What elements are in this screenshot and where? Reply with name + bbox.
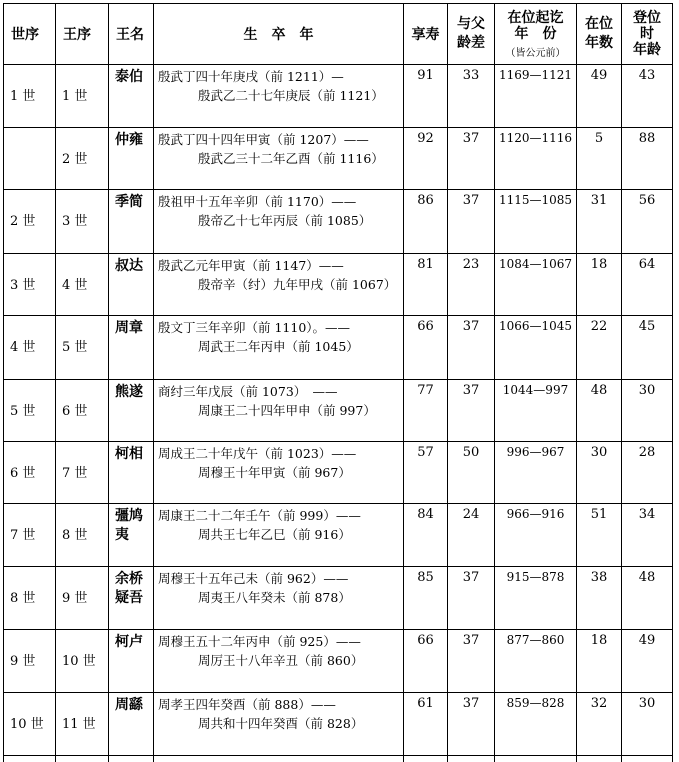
death-text: 周武王二年丙申（前 1045） <box>158 337 403 356</box>
cell-nianshu: 18 <box>577 630 622 693</box>
cell-shouyu: 85 <box>404 567 448 630</box>
table-row <box>4 630 673 693</box>
cell-wangxu: 10 世 <box>56 630 109 693</box>
header-yufu-line1: 与父 <box>448 15 494 34</box>
cell-wangxu: 2 世 <box>56 128 109 190</box>
death-text: 殷帝乙十七年丙辰（前 1085） <box>158 211 403 230</box>
death-text: 殷武乙三十二年乙酉（前 1116） <box>158 149 403 168</box>
cell-shengzu <box>154 504 404 567</box>
cell-shixu: 7 世 <box>4 504 56 567</box>
birth-text: 周康王二十二年壬午（前 999）—— <box>158 506 403 525</box>
cell-nianshu: 48 <box>577 380 622 442</box>
cell-nianshu: 49 <box>577 65 622 128</box>
cell-zaiwei: 1115—1085 <box>495 190 577 254</box>
header-yufu-line2: 龄差 <box>448 34 494 53</box>
table-row <box>4 567 673 630</box>
table-row <box>4 316 673 380</box>
cell-shouyu: 92 <box>404 128 448 190</box>
header-zaiwei-note: （皆公元前） <box>495 44 576 59</box>
cell-shouyu: 66 <box>404 316 448 380</box>
cell-shengzu <box>154 380 404 442</box>
birth-text: 殷武丁四十年庚戌（前 1211）— <box>158 67 403 86</box>
death-text: 周夷王八年癸未（前 878） <box>158 588 403 607</box>
header-shengzu: 生 卒 年 <box>154 4 404 65</box>
cell-empty <box>495 756 577 762</box>
birth-text: 殷武乙元年甲寅（前 1147）—— <box>158 256 403 275</box>
cell-zaiwei: 1169—1121 <box>495 65 577 128</box>
cell-wangxu: 1 世 <box>56 65 109 128</box>
death-text: 殷帝辛（纣）九年甲戌（前 1067） <box>158 275 403 294</box>
cell-wangming: 余桥疑吾 <box>109 567 154 630</box>
cell-dengwei: 45 <box>622 316 673 380</box>
cell-zaiwei: 1084—1067 <box>495 254 577 316</box>
cell-dengwei: 64 <box>622 254 673 316</box>
cell-shixu <box>4 128 56 190</box>
cell-empty <box>577 756 622 762</box>
cell-shengzu <box>154 567 404 630</box>
header-nianshu-line2: 年数 <box>577 34 621 53</box>
birth-text: 殷文丁三年辛卯（前 1110）。—— <box>158 318 403 337</box>
header-zaiwei-line1: 在位起讫 <box>495 10 576 26</box>
death-text: 殷武乙二十七年庚辰（前 1121） <box>158 86 403 105</box>
header-yufu <box>448 4 495 65</box>
cell-yufu: 37 <box>448 128 495 190</box>
cell-wangxu: 6 世 <box>56 380 109 442</box>
cell-shengzu <box>154 630 404 693</box>
cell-zaiwei: 877—860 <box>495 630 577 693</box>
birth-text: 周成王二十年戊午（前 1023）—— <box>158 444 403 463</box>
cell-nianshu: 38 <box>577 567 622 630</box>
cell-empty <box>56 756 109 762</box>
cell-shouyu: 91 <box>404 65 448 128</box>
cell-shixu: 8 世 <box>4 567 56 630</box>
cell-wangming: 泰伯 <box>109 65 154 128</box>
cell-dengwei: 30 <box>622 693 673 756</box>
cell-dengwei: 28 <box>622 442 673 504</box>
cell-zaiwei: 1120—1116 <box>495 128 577 190</box>
cell-zaiwei: 966—916 <box>495 504 577 567</box>
cell-shouyu: 57 <box>404 442 448 504</box>
cell-yufu: 23 <box>448 254 495 316</box>
cell-yufu: 37 <box>448 316 495 380</box>
cell-shengzu <box>154 316 404 380</box>
cell-shouyu: 66 <box>404 630 448 693</box>
genealogy-table <box>3 3 673 762</box>
cell-wangming: 周章 <box>109 316 154 380</box>
table-row <box>4 693 673 756</box>
cell-wangxu: 3 世 <box>56 190 109 254</box>
cell-shouyu: 77 <box>404 380 448 442</box>
birth-text: 周穆王十五年己未（前 962）—— <box>158 569 403 588</box>
cell-yufu: 37 <box>448 380 495 442</box>
cell-wangming: 周繇 <box>109 693 154 756</box>
cell-shixu: 3 世 <box>4 254 56 316</box>
cell-nianshu: 22 <box>577 316 622 380</box>
cell-shixu: 2 世 <box>4 190 56 254</box>
cell-shixu: 9 世 <box>4 630 56 693</box>
cell-dengwei: 88 <box>622 128 673 190</box>
cell-shouyu: 81 <box>404 254 448 316</box>
cell-shengzu <box>154 254 404 316</box>
header-zaiwei-line2: 年 份 <box>495 26 576 42</box>
cell-empty <box>4 756 56 762</box>
cell-shixu: 4 世 <box>4 316 56 380</box>
header-zaiwei <box>495 4 577 65</box>
death-text: 周共和十四年癸酉（前 828） <box>158 714 403 733</box>
cell-empty <box>109 756 154 762</box>
table-body <box>4 65 673 762</box>
cell-yufu: 37 <box>448 630 495 693</box>
cell-wangxu: 4 世 <box>56 254 109 316</box>
cell-nianshu: 5 <box>577 128 622 190</box>
cell-zaiwei: 915—878 <box>495 567 577 630</box>
table-row <box>4 442 673 504</box>
cell-shixu: 1 世 <box>4 65 56 128</box>
cell-shouyu: 84 <box>404 504 448 567</box>
death-text: 周共王七年乙巳（前 916） <box>158 525 403 544</box>
header-shixu: 世序 <box>4 4 56 65</box>
cell-wangming: 柯相 <box>109 442 154 504</box>
cell-yufu: 37 <box>448 567 495 630</box>
cell-wangming: 熊遂 <box>109 380 154 442</box>
cell-nianshu: 32 <box>577 693 622 756</box>
cell-wangming: 仲雍 <box>109 128 154 190</box>
cell-dengwei: 30 <box>622 380 673 442</box>
cell-wangxu: 7 世 <box>56 442 109 504</box>
cell-zaiwei: 996—967 <box>495 442 577 504</box>
cell-empty <box>448 756 495 762</box>
header-dengwei-line1: 登位 <box>622 10 672 26</box>
cell-nianshu: 51 <box>577 504 622 567</box>
cell-yufu: 37 <box>448 190 495 254</box>
header-shouyu: 享寿 <box>404 4 448 65</box>
header-dengwei-line3: 年龄 <box>622 42 672 58</box>
cell-shengzu <box>154 65 404 128</box>
header-row <box>4 4 673 65</box>
cell-wangxu: 9 世 <box>56 567 109 630</box>
header-wangming: 王名 <box>109 4 154 65</box>
table-row <box>4 380 673 442</box>
cell-wangxu: 8 世 <box>56 504 109 567</box>
table-row <box>4 65 673 128</box>
cell-wangming: 柯卢 <box>109 630 154 693</box>
table-row <box>4 504 673 567</box>
cell-shixu: 10 世 <box>4 693 56 756</box>
cell-dengwei: 49 <box>622 630 673 693</box>
table-row-cutoff <box>4 756 673 762</box>
birth-text: 殷武丁四十四年甲寅（前 1207）—— <box>158 130 403 149</box>
cell-shouyu: 86 <box>404 190 448 254</box>
cell-shengzu <box>154 693 404 756</box>
cell-dengwei: 48 <box>622 567 673 630</box>
birth-text: 周孝王四年癸酉（前 888）—— <box>158 695 403 714</box>
cell-empty <box>622 756 673 762</box>
cell-dengwei: 43 <box>622 65 673 128</box>
table-row <box>4 254 673 316</box>
header-dengwei <box>622 4 673 65</box>
death-text: 周厉王十八年辛丑（前 860） <box>158 651 403 670</box>
cell-shengzu <box>154 442 404 504</box>
header-nianshu-line1: 在位 <box>577 15 621 34</box>
cell-yufu: 24 <box>448 504 495 567</box>
cell-empty <box>404 756 448 762</box>
cell-nianshu: 18 <box>577 254 622 316</box>
cell-yufu: 37 <box>448 693 495 756</box>
cell-zaiwei: 859—828 <box>495 693 577 756</box>
cell-shengzu <box>154 190 404 254</box>
cell-nianshu: 30 <box>577 442 622 504</box>
death-text: 周康王二十四年甲申（前 997） <box>158 401 403 420</box>
cell-shixu: 6 世 <box>4 442 56 504</box>
table-row <box>4 128 673 190</box>
cell-wangxu: 11 世 <box>56 693 109 756</box>
cell-dengwei: 56 <box>622 190 673 254</box>
birth-text: 商纣三年戊辰（前 1073） —— <box>158 382 403 401</box>
cell-wangxu: 5 世 <box>56 316 109 380</box>
birth-text: 殷祖甲十五年辛卯（前 1170）—— <box>158 192 403 211</box>
cell-nianshu: 31 <box>577 190 622 254</box>
header-wangxu: 王序 <box>56 4 109 65</box>
cell-shixu: 5 世 <box>4 380 56 442</box>
cell-empty <box>154 756 404 762</box>
cell-zaiwei: 1044—997 <box>495 380 577 442</box>
header-dengwei-line2: 时 <box>622 26 672 42</box>
cell-zaiwei: 1066—1045 <box>495 316 577 380</box>
table-row <box>4 190 673 254</box>
cell-shengzu <box>154 128 404 190</box>
cell-wangming: 彊鸠夷 <box>109 504 154 567</box>
cell-yufu: 33 <box>448 65 495 128</box>
cell-dengwei: 34 <box>622 504 673 567</box>
cell-shouyu: 61 <box>404 693 448 756</box>
death-text: 周穆王十年甲寅（前 967） <box>158 463 403 482</box>
birth-text: 周穆王五十二年丙申（前 925）—— <box>158 632 403 651</box>
header-nianshu <box>577 4 622 65</box>
cell-yufu: 50 <box>448 442 495 504</box>
cell-wangming: 叔达 <box>109 254 154 316</box>
cell-wangming: 季简 <box>109 190 154 254</box>
